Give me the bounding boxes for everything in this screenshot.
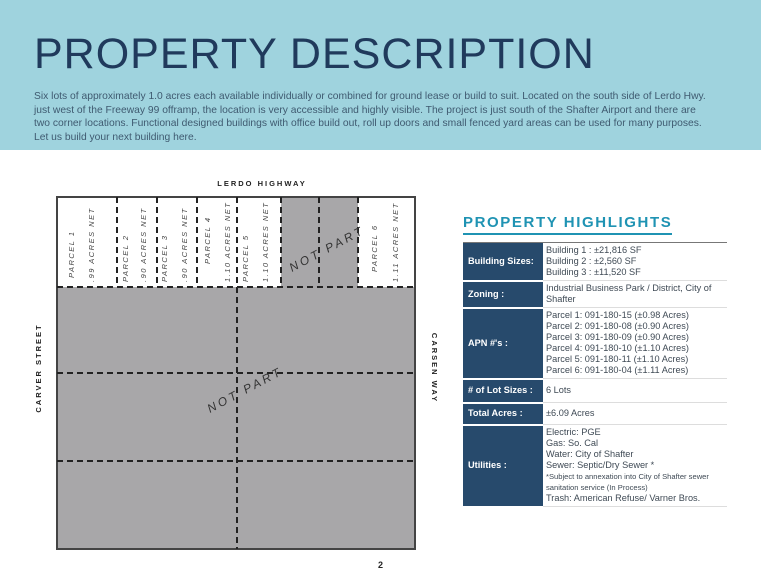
highlights-table bbox=[463, 242, 727, 508]
util-electric: Electric: PGE bbox=[546, 427, 601, 437]
not-part-label-top: NOT PART bbox=[286, 223, 368, 275]
row-label: Utilities : bbox=[463, 425, 543, 507]
highlights-title: PROPERTY HIGHLIGHTS bbox=[463, 214, 672, 235]
table-row bbox=[463, 379, 727, 403]
row-label: # of Lot Sizes : bbox=[463, 379, 543, 403]
street-label-north: LERDO HIGHWAY bbox=[217, 179, 307, 188]
parcel-6-label: PARCEL 6 bbox=[370, 224, 379, 272]
table-row bbox=[463, 425, 727, 507]
parcel-4-acres: 1.10 ACRES NET bbox=[223, 201, 232, 282]
building-3: Building 3 : ±11,520 SF bbox=[546, 267, 641, 277]
util-sewer: Sewer: Septic/Dry Sewer * bbox=[546, 460, 655, 470]
apn-5: Parcel 5: 091-180-11 (±1.10 Acres) bbox=[546, 354, 689, 364]
apn-4: Parcel 4: 091-180-10 (±1.10 Acres) bbox=[546, 343, 689, 353]
acres-value: ±6.09 Acres bbox=[543, 403, 727, 425]
header-band bbox=[0, 0, 761, 150]
not-part-label-lower: NOT PART bbox=[204, 364, 286, 416]
parcel-5-acres: 1.10 ACRES NET bbox=[261, 201, 270, 282]
parcel-3-label: PARCEL 3 bbox=[160, 234, 169, 282]
parcel-3-acres: .90 ACRES NET bbox=[180, 207, 189, 282]
street-label-east: CARSEN WAY bbox=[430, 332, 439, 404]
building-1: Building 1 : ±21,816 SF bbox=[546, 245, 642, 255]
parcel-1-label: PARCEL 1 bbox=[67, 230, 76, 278]
util-water: Water: City of Shafter bbox=[546, 449, 634, 459]
page-title: PROPERTY DESCRIPTION bbox=[34, 30, 595, 78]
apn-3: Parcel 3: 091-180-09 (±0.90 Acres) bbox=[546, 332, 689, 342]
util-gas: Gas: So. Cal bbox=[546, 438, 599, 448]
table-row bbox=[463, 308, 727, 379]
row-label: Zoning : bbox=[463, 281, 543, 308]
lots-value: 6 Lots bbox=[543, 379, 727, 403]
row-label: Building Sizes: bbox=[463, 243, 543, 281]
street-label-west: CARVER STREET bbox=[34, 323, 43, 413]
util-trash: Trash: American Refuse/ Varner Bros. bbox=[546, 493, 701, 503]
page-number: 2 bbox=[378, 560, 384, 570]
table-row bbox=[463, 403, 727, 425]
parcel-4-label: PARCEL 4 bbox=[203, 216, 212, 264]
apn-2: Parcel 2: 091-180-08 (±0.90 Acres) bbox=[546, 321, 689, 331]
row-label: APN #'s : bbox=[463, 308, 543, 379]
property-description: Six lots of approximately 1.0 acres each available individually or combined for ground lease or build to suit. Located on the south side of Lerdo Hwy. just west of the Freeway 99 offramp, the location is very accessible and highly visible. The project is just south of the Shafter Airport and there are two corner locations. Functional designed buildings with office build out, roll up doors and small fenced yard areas can be used for many purposes. Let us build your next building here. bbox=[34, 91, 706, 143]
site-plan bbox=[0, 170, 450, 570]
apn-6: Parcel 6: 091-180-04 (±1.11 Acres) bbox=[546, 365, 689, 375]
zoning-value: Industrial Business Park / District, City of Shafter bbox=[543, 281, 727, 308]
building-2: Building 2 : ±2,560 SF bbox=[546, 256, 637, 266]
parcel-6-acres: 1.11 ACRES NET bbox=[391, 202, 400, 282]
row-label: Total Acres : bbox=[463, 403, 543, 425]
parcel-5-label: PARCEL 5 bbox=[241, 234, 250, 282]
table-row bbox=[463, 243, 727, 281]
apn-1: Parcel 1: 091-180-15 (±0.98 Acres) bbox=[546, 310, 689, 320]
table-row bbox=[463, 281, 727, 308]
util-note: *Subject to annexation into City of Shafter sewer sanitation service (In Process) bbox=[546, 472, 709, 492]
parcel-1-acres: .99 ACRES NET bbox=[87, 207, 96, 282]
parcel-2-acres: .90 ACRES NET bbox=[139, 207, 148, 282]
parcel-2-label: PARCEL 2 bbox=[121, 234, 130, 282]
